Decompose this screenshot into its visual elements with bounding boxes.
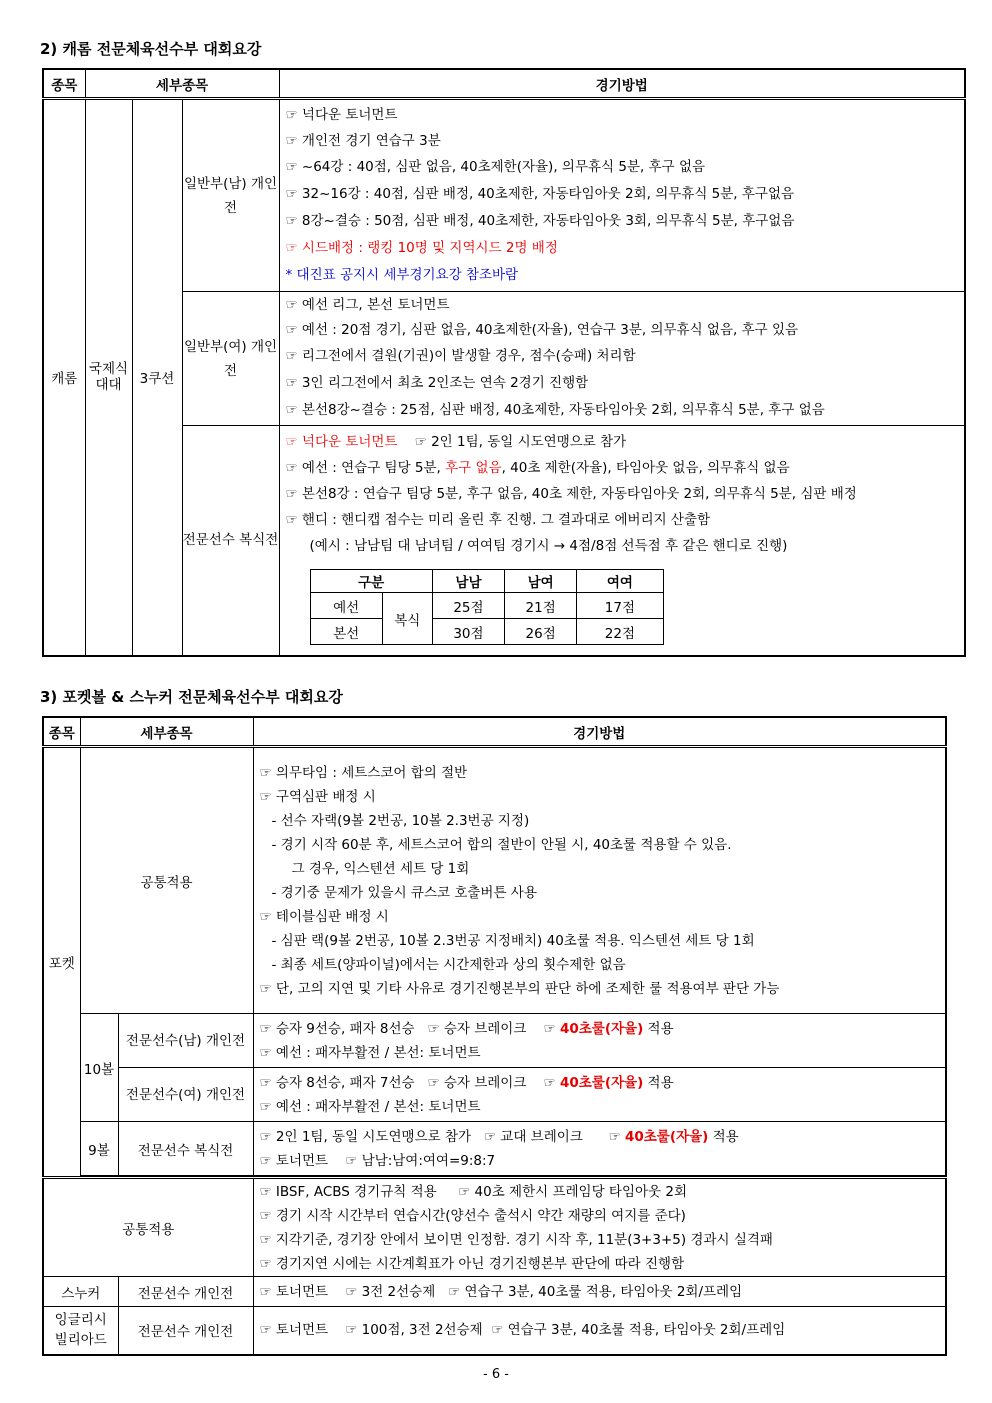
- sub-event-name: 일반부(여) 개인전: [182, 292, 279, 426]
- method-line: ☞ 리그전에서 결원(기권)이 발생할 경우, 점수(승패) 처리함: [285, 348, 636, 364]
- method-line: - 경기 시작 60분 후, 세트스코어 합의 절반이 안될 시, 40초룰 적용할 수 있음.: [271, 836, 732, 853]
- method-cell: [279, 426, 965, 656]
- handi-header: 남여: [505, 570, 577, 593]
- method-line: ☞ 넉다운 토너먼트: [285, 107, 398, 123]
- sub-event-name: 전문선수(남) 개인전: [118, 1014, 253, 1068]
- carom-table: [42, 68, 966, 657]
- knockdown-red: ☞ 넉다운 토너먼트: [285, 434, 398, 451]
- rule40-red: 40초룰(자율): [559, 1074, 644, 1091]
- table-row: [43, 1122, 946, 1176]
- method-line: ☞ 지각기준, 경기장 안에서 보이면 인정함. 경기 시작 후, 11분(3+3+5) 경과시 실격패: [259, 1231, 773, 1248]
- method-line: - 경기중 문제가 있을시 큐스코 호출버튼 사용: [271, 884, 537, 901]
- method-line: ☞ 32~16강 : 40점, 심판 배정, 40초제한, 자동타임아웃 2회, 의무휴식 5분, 후구없음: [285, 186, 795, 202]
- sub-event-name: 전문선수 복식전: [182, 426, 279, 656]
- method-line: - 최종 세트(양파이널)에서는 시간제한과 상의 횟수제한 없음: [271, 956, 626, 973]
- doubles-line1: ☞ 2인 1팀, 동일 시도연맹으로 참가 ☞ 교대 브레이크 ☞: [259, 1128, 625, 1145]
- sub-event-name: 일반부(남) 개인전: [182, 99, 279, 292]
- method-line: ☞ 구역심판 배정 시: [259, 788, 376, 805]
- handi-label: 본선: [310, 619, 382, 645]
- team-text: ☞ 2인 1팀, 동일 시도연맹으로 참가: [414, 434, 627, 451]
- method-line: ☞ 토너먼트 ☞ 100점, 3전 2선승제 ☞ 연습구 3분, 40초룰 적용, 타임아웃 2회/프레임: [259, 1322, 786, 1339]
- method-cell: [279, 99, 965, 292]
- method-line: ☞ 토너먼트 ☞ 남남:남여:여여=9:8:7: [259, 1152, 496, 1169]
- table-row: [43, 1277, 946, 1307]
- method-cell: [253, 1014, 946, 1068]
- header-sub: 세부종목: [80, 717, 253, 747]
- apply-text: 적용: [643, 1074, 674, 1091]
- section2-title: 2) 캐롬 전문체육선수부 대회요강: [40, 40, 262, 58]
- apply-text: 적용: [643, 1020, 674, 1037]
- table-row: [43, 99, 965, 292]
- level2-cell: 3쿠션: [132, 99, 182, 656]
- method-line: [280, 429, 965, 455]
- handi-value: 17점: [577, 593, 663, 619]
- method-line: ☞ 시드배정 : 랭킹 10명 및 지역시드 2명 배정: [285, 240, 558, 256]
- header-event: 종목: [43, 717, 80, 747]
- pocket-snooker-table: [42, 716, 947, 1356]
- table-header-row: [43, 69, 965, 99]
- handi-header: 여여: [577, 570, 663, 593]
- method-line: ☞ 단, 고의 지연 및 기타 사유로 경기진행본부의 판단 하에 조제한 룰 적용여부 판단 가능: [259, 980, 780, 997]
- method-line: [254, 1125, 946, 1149]
- method-line: ☞ 본선8강 : 연습구 팀당 5분, 후구 없음, 40초 제한, 자동타임아웃 2회, 의무휴식 5분, 심판 배정: [285, 486, 857, 503]
- method-cell: [253, 747, 946, 1014]
- handicap-table: [310, 569, 664, 645]
- sub-event-name: 전문선수 개인전: [118, 1277, 253, 1307]
- section3-title: 3) 포켓볼 & 스누커 전문체육선수부 대회요강: [40, 688, 343, 706]
- page-number: - 6 -: [483, 1367, 509, 1382]
- method-line: ☞ 의무타임 : 세트스코어 합의 절반: [259, 764, 468, 781]
- men-line1: ☞ 승자 9선승, 패자 8선승 ☞ 승자 브레이크 ☞: [259, 1020, 560, 1037]
- method-line: ☞ 테이블심판 배정 시: [259, 908, 389, 925]
- method-cell: [253, 1122, 946, 1176]
- nine-ball-cell: 9볼: [80, 1122, 118, 1176]
- method-line: * 대진표 공지시 세부경기요강 참조바람: [285, 267, 519, 283]
- handi-header: 남남: [432, 570, 504, 593]
- method-cell: [253, 1068, 946, 1122]
- method-cell: [253, 1307, 946, 1355]
- method-cell: [279, 292, 965, 426]
- table-row: [43, 292, 965, 426]
- table-row: [43, 426, 965, 656]
- common2-name: 공통적용: [43, 1178, 253, 1277]
- method-line: ☞ 개인전 경기 연습구 3분: [285, 133, 441, 149]
- method-line: ☞ 토너먼트 ☞ 3전 2선승제 ☞ 연습구 3분, 40초룰 적용, 타임아웃 2회/프레임: [259, 1283, 743, 1300]
- table-row: [43, 1178, 946, 1277]
- method-line: - 선수 자랙(9볼 2번공, 10볼 2.3번공 지정): [271, 812, 530, 829]
- method-cell: [253, 1178, 946, 1277]
- method-line: ☞ 경기 시작 시간부터 연습시간(양선수 출석시 약간 재량의 여지를 준다): [259, 1207, 686, 1224]
- women-line1: ☞ 승자 8선승, 패자 7선승 ☞ 승자 브레이크 ☞: [259, 1074, 560, 1091]
- handi-value: 30점: [432, 619, 504, 645]
- handi-value: 26점: [505, 619, 577, 645]
- method-line: ☞ ~64강 : 40점, 심판 없음, 40초제한(자율), 의무휴식 5분, 후구 없음: [285, 159, 706, 175]
- apply-text: 적용: [708, 1128, 739, 1145]
- table-row: [43, 1307, 946, 1355]
- handi-type: 복식: [382, 593, 432, 645]
- english-event: 잉글리시 빌리아드: [43, 1307, 118, 1355]
- pocket-cell: 포켓: [43, 747, 80, 1178]
- header-method: 경기방법: [253, 717, 946, 747]
- method-line: ☞ 핸디 : 핸디캡 점수는 미리 올린 후 진행. 그 결과대로 에버리지 산출함: [285, 512, 711, 529]
- table-row: [43, 1014, 946, 1068]
- handi-value: 21점: [505, 593, 577, 619]
- sub-event-name: 전문선수 개인전: [118, 1307, 253, 1355]
- method-line: ☞ IBSF, ACBS 경기규칙 적용 ☞ 40초 제한시 프레임당 타임아웃 2회: [259, 1183, 687, 1200]
- no-break-red: 후구 없음: [445, 460, 502, 477]
- method-line: ☞ 본선8강~결승 : 25점, 심판 배정, 40초제한, 자동타임아웃 2회, 의무휴식 5분, 후구 없음: [285, 402, 825, 418]
- handi-label: 예선: [310, 593, 382, 619]
- level1-cell: 국제식 대대: [85, 99, 132, 656]
- rule40-red: 40초룰(자율): [559, 1020, 644, 1037]
- sub-event-name: 전문선수(여) 개인전: [118, 1068, 253, 1122]
- method-line: ☞ 경기지연 시에는 시간계획표가 아닌 경기진행본부 판단에 따라 진행함: [259, 1255, 685, 1272]
- method-line: - 심판 랙(9볼 2번공, 10볼 2.3번공 지정배치) 40초룰 적용. 익스텐션 세트 당 1회: [271, 932, 755, 949]
- handi-header: 구분: [310, 570, 432, 593]
- method-line: ☞ 예선 리그, 본선 토너먼트: [285, 297, 450, 313]
- prelim-text: ☞ 예선 : 연습구 팀당 5분,: [285, 460, 446, 477]
- method-line: 그 경우, 익스텐션 세트 당 1회: [291, 860, 470, 877]
- snooker-event: 스누커: [43, 1277, 118, 1307]
- method-line: [254, 1017, 946, 1041]
- ten-ball-cell: 10볼: [80, 1014, 118, 1122]
- handi-value: 25점: [432, 593, 504, 619]
- handi-value: 22점: [577, 619, 663, 645]
- prelim-text-rest: , 40초 제한(자율), 타임아웃 없음, 의무휴식 없음: [501, 460, 790, 477]
- rule40-red: 40초룰(자율): [624, 1128, 709, 1145]
- table-row: [43, 747, 946, 1014]
- header-event: 종목: [43, 69, 85, 99]
- table-header-row: [43, 717, 946, 747]
- sub-event-name: 전문선수 복식전: [118, 1122, 253, 1176]
- method-line: ☞ 8강~결승 : 50점, 심판 배정, 40초제한, 자동타임아웃 3회, 의무휴식 5분, 후구없음: [285, 213, 795, 229]
- header-sub: 세부종목: [85, 69, 279, 99]
- method-line: ☞ 예선 : 20점 경기, 심판 없음, 40초제한(자율), 연습구 3분, 의무휴식 없음, 후구 있음: [285, 322, 799, 338]
- method-cell: [253, 1277, 946, 1307]
- method-line: [254, 1071, 946, 1095]
- header-method: 경기방법: [279, 69, 965, 99]
- method-line: ☞ 예선 : 패자부활전 / 본선: 토너먼트: [259, 1098, 481, 1115]
- table-row: [43, 1068, 946, 1122]
- method-line: (예시 : 남남팀 대 남녀팀 / 여여팀 경기시 → 4점/8점 선득점 후 같은 핸디로 진행): [309, 538, 788, 555]
- common-name: 공통적용: [80, 747, 253, 1014]
- method-line: ☞ 예선 : 패자부활전 / 본선: 토너먼트: [259, 1044, 481, 1061]
- method-line: ☞ 3인 리그전에서 최초 2인조는 연속 2경기 진행함: [285, 375, 589, 391]
- event-cell: 캐롬: [43, 99, 85, 656]
- method-line: [280, 455, 965, 481]
